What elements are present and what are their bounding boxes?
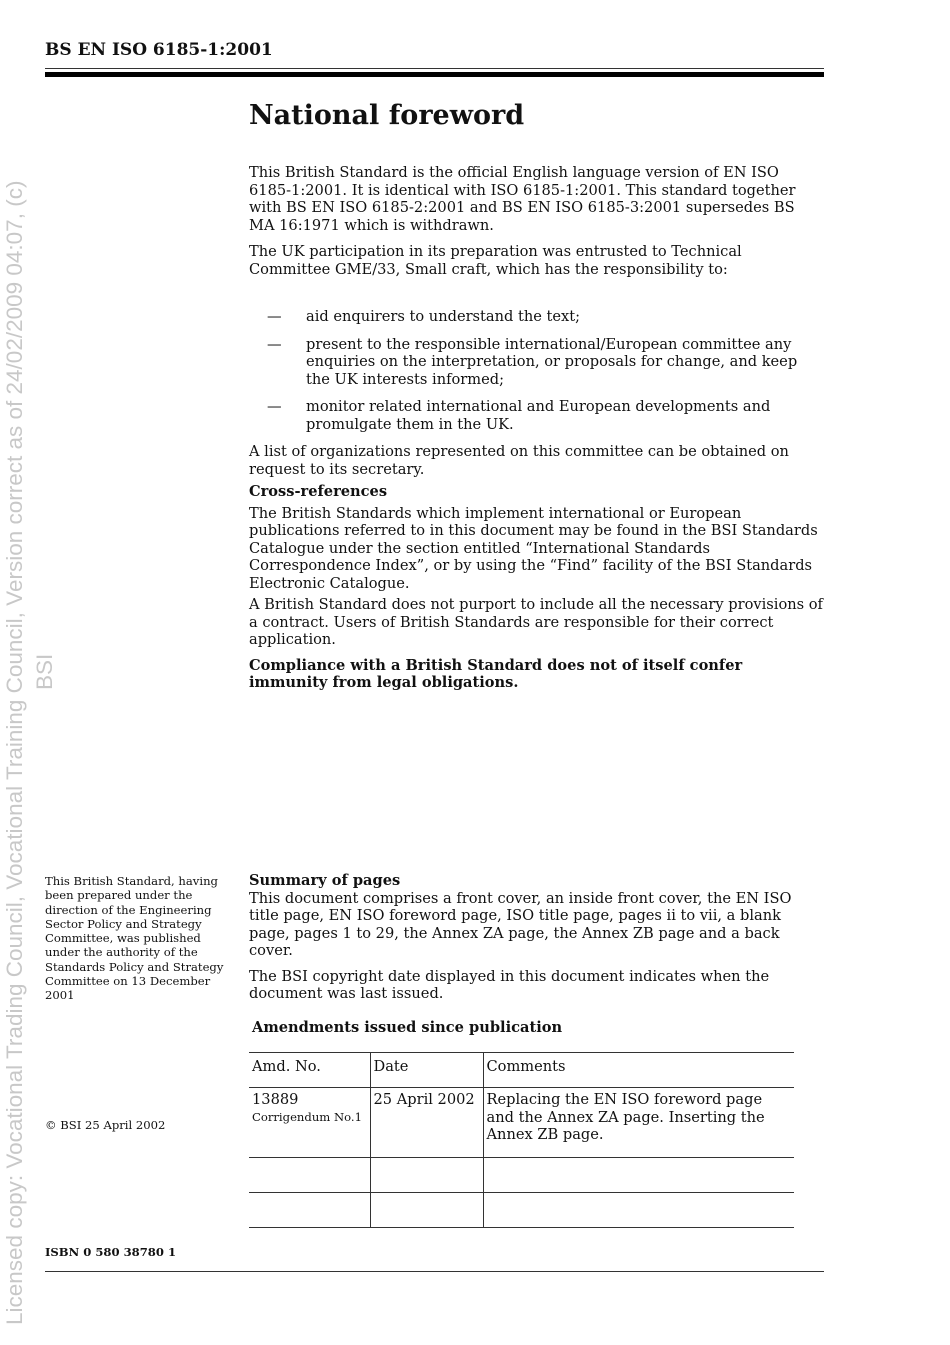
page-title: National foreword [249,100,525,131]
foreword-paragraph-4: A British Standard does not purport to include all the necessary provisions of a contract. Users of British Standards are responsible for their correct application. [249,596,823,648]
empty-cell [483,1158,794,1193]
foreword-body [249,164,824,701]
watermark-line-1: Licensed copy: Vocational Trading Council, Vocational Training Council, Version correct as of 24/02/2009 04:07, (c) [2,180,27,1325]
amd-no-cell [249,1088,370,1158]
footer-rule [45,1271,824,1272]
table-row [249,1193,794,1228]
amendments-table [249,1052,794,1228]
column-header-comments: Comments [483,1053,794,1088]
amendments-heading: Amendments issued since publication [252,1019,563,1036]
amd-date-cell: 25 April 2002 [370,1088,483,1158]
amd-comments-cell: Replacing the EN ISO foreword page and the Annex ZA page. Inserting the Annex ZB page. [483,1088,794,1158]
bullet-text: aid enquirers to understand the text; [306,308,581,325]
license-watermark [0,0,70,1345]
compliance-statement: Compliance with a British Standard does not of itself confer immunity from legal obligations. [249,656,743,691]
empty-cell [483,1193,794,1228]
amd-number: 13889 [252,1091,299,1108]
empty-cell [370,1193,483,1228]
header-rule-thin [45,68,824,69]
bullet-dash: — [267,308,282,325]
column-header-date: Date [370,1053,483,1088]
publication-note: This British Standard, having been prepared under the direction of the Engineering Sector Policy and Strategy Committee, was published under the authority of the Standards Policy and Strategy Committee on 13 December 2001 [45,874,224,1003]
list-item [249,336,824,389]
watermark-line-2: BSI [32,653,57,690]
foreword-paragraph-1: This British Standard is the official English language version of EN ISO 6185-1:2001. It is identical with ISO 6185-1:2001. This standard together with BS EN ISO 6185-2:2001 and BS EN ISO 6185-3:2001 supersedes BS MA 16:1971 which is withdrawn. [249,164,796,234]
summary-heading: Summary of pages [249,872,401,889]
document-code: BS EN ISO 6185-1:2001 [45,40,273,60]
list-item [249,308,824,326]
bullet-text: present to the responsible international/European committee any enquiries on the interpretation, or proposals for change, and keep the UK interests informed; [306,335,798,388]
amd-corrigendum: Corrigendum No.1 [252,1109,362,1124]
bullet-dash: — [267,335,282,353]
empty-cell [249,1193,370,1228]
header-rule-thick [45,72,824,77]
table-header-row [249,1053,794,1088]
list-item [249,398,824,433]
crossref-heading: Cross-references [249,483,388,500]
bullet-dash: — [267,398,282,415]
bullet-text: monitor related international and European developments and promulgate them in the UK. [306,398,771,433]
foreword-paragraph-3: A list of organizations represented on this committee can be obtained on request to its secretary. [249,443,789,478]
table-row [249,1158,794,1193]
crossref-text: The British Standards which implement international or European publications referred to in this document may be found in the BSI Standards Catalogue under the section entitled “International Standards Correspondence Index”, or by using the “Find” facility of the BSI Standards Electronic Catalogue. [249,504,818,592]
isbn: ISBN 0 580 38780 1 [45,1245,177,1259]
summary-paragraph-1: This document comprises a front cover, an inside front cover, the EN ISO title page, EN ISO foreword page, ISO title page, pages ii to vii, a blank page, pages 1 to 29, the Annex ZA page, the Annex ZB page and a back cover. [249,889,792,959]
foreword-paragraph-2: The UK participation in its preparation was entrusted to Technical Committee GME/33, Small craft, which has the responsibility to: [249,243,742,278]
copyright-note: © BSI 25 April 2002 [45,1118,166,1132]
summary-section [249,872,824,1012]
summary-paragraph-2: The BSI copyright date displayed in this document indicates when the document was last issued. [249,967,770,1002]
empty-cell [249,1158,370,1193]
empty-cell [370,1158,483,1193]
table-row [249,1088,794,1158]
column-header-amd-no: Amd. No. [249,1053,370,1088]
